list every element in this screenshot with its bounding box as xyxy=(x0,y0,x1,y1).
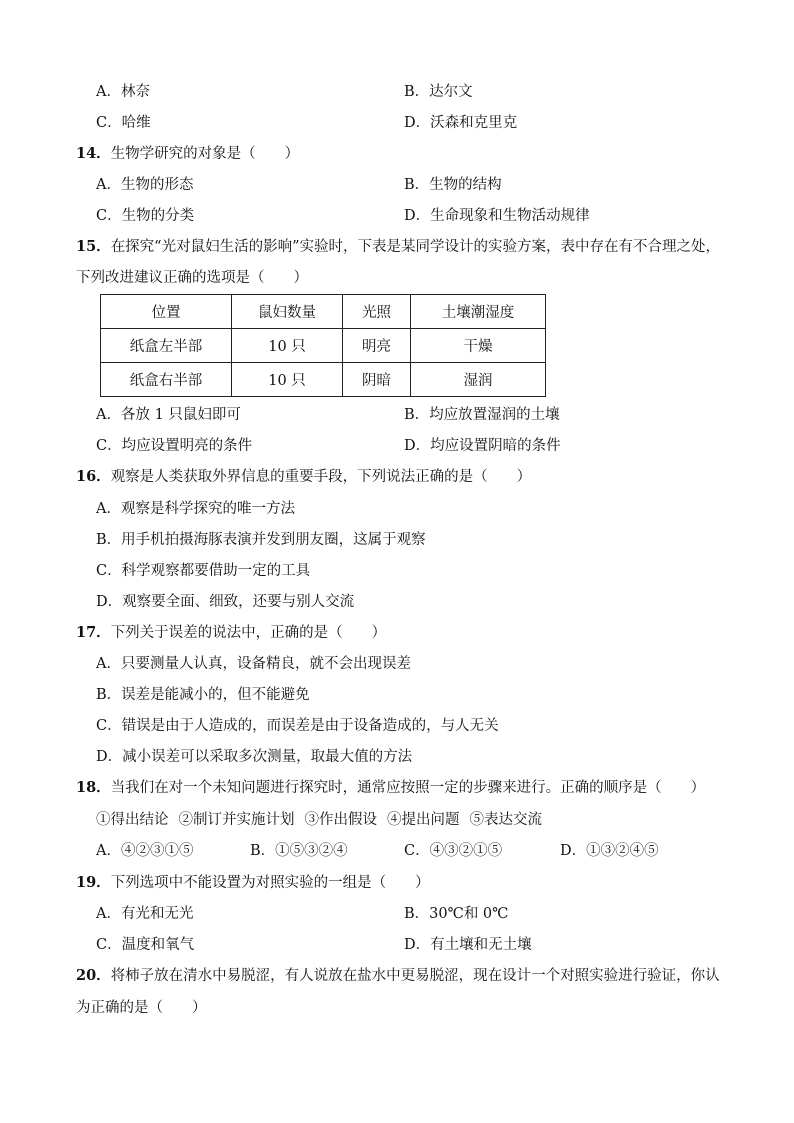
q19-option-a: A．有光和无光 xyxy=(96,906,194,922)
question-number: 16． xyxy=(76,468,111,485)
table-header-cell: 光照 xyxy=(343,295,411,329)
table-cell: 纸盒右半部 xyxy=(101,363,232,397)
q19-option-d: D．有土壤和无土壤 xyxy=(404,937,532,953)
question-number: 15． xyxy=(76,238,111,255)
q16-option-b: B．用手机拍摄海豚表演并发到朋友圈，这属于观察 xyxy=(96,532,426,548)
question-15-stem-cont: 下列改进建议正确的选项是（ ） xyxy=(76,270,308,286)
q17-option-d: D．减小误差可以采取多次测量，取最大值的方法 xyxy=(96,749,413,765)
question-stem: 将柿子放在清水中易脱涩，有人说放在盐水中更易脱涩，现在设计一个对照实验进行验证，你认 xyxy=(110,968,720,984)
q14-option-a: A．生物的形态 xyxy=(96,177,194,193)
question-stem: 下列选项中不能设置为对照实验的一组是（ ） xyxy=(110,875,430,891)
question-20-stem-cont: 为正确的是（ ） xyxy=(76,1000,207,1016)
table-cell: 10 只 xyxy=(232,363,343,397)
q16-option-d: D．观察要全面、细致，还要与别人交流 xyxy=(96,594,355,610)
table-cell: 10 只 xyxy=(232,329,343,363)
question-16 xyxy=(76,467,531,487)
step-item: ⑤表达交流 xyxy=(469,812,542,828)
table-row xyxy=(101,329,546,363)
q17-option-a: A．只要测量人认真，设备精良，就不会出现误差 xyxy=(96,656,411,672)
question-number: 19． xyxy=(76,874,111,891)
q19-option-c: C．温度和氧气 xyxy=(96,937,195,953)
question-17 xyxy=(76,623,386,643)
table-row xyxy=(101,363,546,397)
step-item: ④提出问题 xyxy=(387,812,460,828)
question-15 xyxy=(76,237,720,257)
q17-option-c: C．错误是由于人造成的，而误差是由于设备造成的，与人无关 xyxy=(96,718,499,734)
q13-option-b: B．达尔文 xyxy=(404,84,473,100)
q14-option-c: C．生物的分类 xyxy=(96,208,195,224)
question-number: 17． xyxy=(76,624,111,641)
step-item: ③作出假设 xyxy=(304,812,377,828)
question-18 xyxy=(76,778,705,798)
table-cell: 纸盒左半部 xyxy=(101,329,232,363)
q18-option-d: D．①③②④⑤ xyxy=(560,843,659,859)
q15-option-a: A．各放 1 只鼠妇即可 xyxy=(96,407,241,423)
step-item: ②制订并实施计划 xyxy=(178,812,295,828)
q17-option-b: B．误差是能减小的，但不能避免 xyxy=(96,687,310,703)
q15-option-c: C．均应设置明亮的条件 xyxy=(96,438,253,454)
question-19 xyxy=(76,873,430,893)
question-stem: 下列关于误差的说法中，正确的是（ ） xyxy=(110,625,387,641)
table-header-cell: 鼠妇数量 xyxy=(232,295,343,329)
table-header-cell: 土壤潮湿度 xyxy=(411,295,546,329)
q13-option-c: C．哈维 xyxy=(96,115,151,131)
question-number: 20． xyxy=(76,967,111,984)
q15-option-d: D．均应设置阴暗的条件 xyxy=(404,438,561,454)
experiment-table xyxy=(100,294,546,397)
q18-option-c: C．④③②①⑤ xyxy=(404,843,503,859)
table-cell: 干燥 xyxy=(411,329,546,363)
q16-option-c: C．科学观察都要借助一定的工具 xyxy=(96,563,311,579)
table-header-row xyxy=(101,295,546,329)
question-stem: 观察是人类获取外界信息的重要手段，下列说法正确的是（ ） xyxy=(110,469,532,485)
question-20 xyxy=(76,966,720,986)
q14-option-b: B．生物的结构 xyxy=(404,177,502,193)
q18-option-b: B．①⑤③②④ xyxy=(250,843,348,859)
question-14 xyxy=(76,144,299,164)
table-cell: 明亮 xyxy=(343,329,411,363)
q14-option-d: D．生命现象和生物活动规律 xyxy=(404,208,590,224)
step-item: ①得出结论 xyxy=(96,812,169,828)
question-number: 18． xyxy=(76,779,111,796)
table-header-cell: 位置 xyxy=(101,295,232,329)
question-stem: 当我们在对一个未知问题进行探究时，通常应按照一定的步骤来进行。正确的顺序是（ ） xyxy=(110,780,706,796)
question-stem: 在探究“光对鼠妇生活的影响”实验时，下表是某同学设计的实验方案，表中存在有不合理之处， xyxy=(110,239,721,255)
q18-steps xyxy=(96,810,552,830)
question-number: 14． xyxy=(76,145,111,162)
q18-option-a: A．④②③①⑤ xyxy=(96,843,194,859)
question-stem: 生物学研究的对象是（ ） xyxy=(110,146,300,162)
q19-option-b: B．30℃和 0℃ xyxy=(404,906,509,922)
table-cell: 湿润 xyxy=(411,363,546,397)
q13-option-d: D．沃森和克里克 xyxy=(404,115,518,131)
q13-option-a: A．林奈 xyxy=(96,84,150,100)
table-cell: 阴暗 xyxy=(343,363,411,397)
q15-option-b: B．均应放置湿润的土壤 xyxy=(404,407,560,423)
q16-option-a: A．观察是科学探究的唯一方法 xyxy=(96,501,295,517)
